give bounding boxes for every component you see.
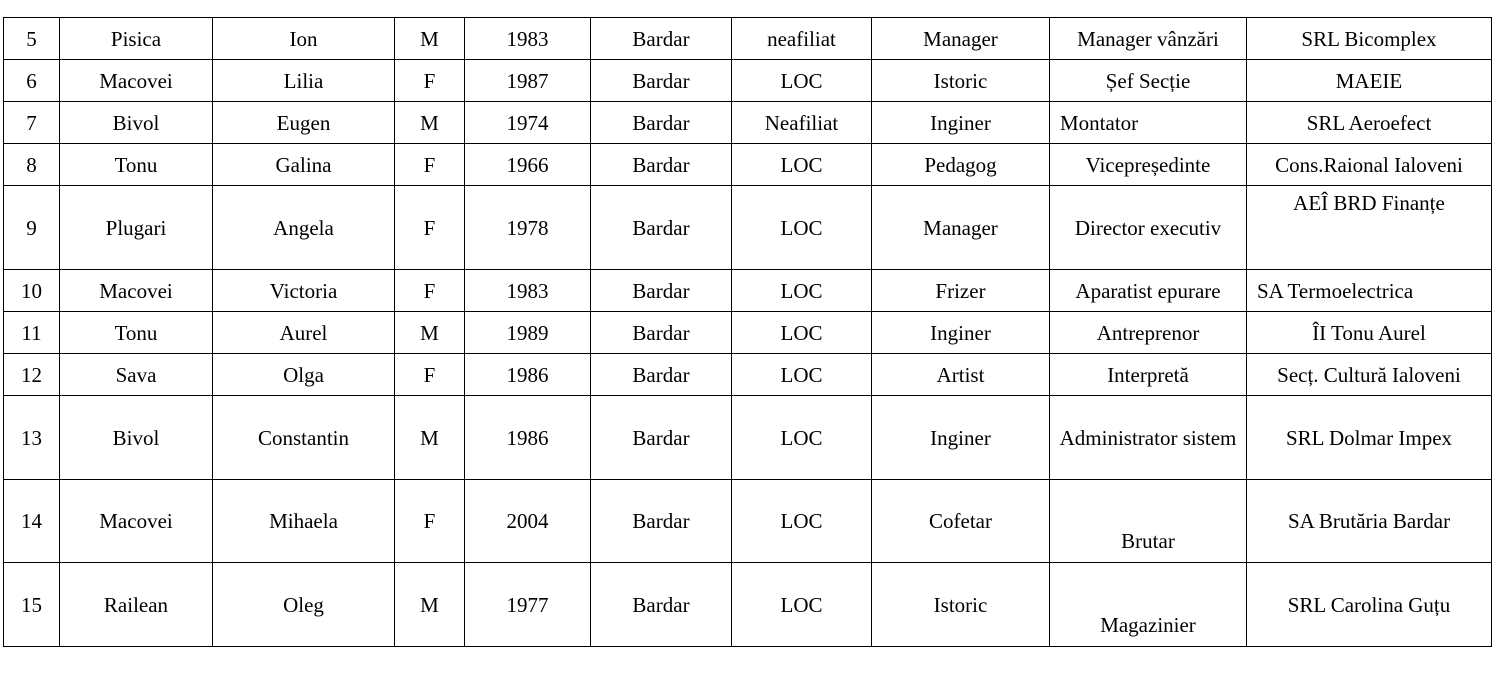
- cell-loc-munca: AEÎ BRD Finanțe: [1247, 186, 1492, 270]
- cell-an: 1986: [465, 354, 591, 396]
- cell-prenume: Ion: [213, 18, 395, 60]
- cell-partid: LOC: [732, 60, 872, 102]
- cell-partid: Neafiliat: [732, 102, 872, 144]
- cell-localitate: Bardar: [591, 312, 732, 354]
- cell-profesie: Artist: [872, 354, 1050, 396]
- cell-prenume: Eugen: [213, 102, 395, 144]
- table-row: [4, 563, 1492, 647]
- candidate-table: [3, 17, 1492, 647]
- cell-an: 1966: [465, 144, 591, 186]
- cell-an: 1986: [465, 396, 591, 480]
- cell-loc-munca: MAEIE: [1247, 60, 1492, 102]
- cell-localitate: Bardar: [591, 102, 732, 144]
- cell-sex: F: [395, 480, 465, 563]
- cell-partid: LOC: [732, 312, 872, 354]
- table-row: [4, 312, 1492, 354]
- cell-nr: 11: [4, 312, 60, 354]
- cell-nr: 7: [4, 102, 60, 144]
- table-row: [4, 60, 1492, 102]
- cell-an: 1987: [465, 60, 591, 102]
- table-row: [4, 270, 1492, 312]
- cell-partid: LOC: [732, 563, 872, 647]
- cell-profesie: Manager: [872, 186, 1050, 270]
- cell-loc-munca: SRL Dolmar Impex: [1247, 396, 1492, 480]
- cell-an: 1974: [465, 102, 591, 144]
- cell-prenume: Angela: [213, 186, 395, 270]
- cell-profesie: Istoric: [872, 563, 1050, 647]
- cell-sex: M: [395, 312, 465, 354]
- cell-nr: 8: [4, 144, 60, 186]
- cell-nume: Pisica: [60, 18, 213, 60]
- cell-loc-munca: Secț. Cultură Ialoveni: [1247, 354, 1492, 396]
- cell-prenume: Constantin: [213, 396, 395, 480]
- cell-nr: 15: [4, 563, 60, 647]
- cell-loc-munca: SA Brutăria Bardar: [1247, 480, 1492, 563]
- cell-functie: Director executiv: [1050, 186, 1247, 270]
- cell-localitate: Bardar: [591, 563, 732, 647]
- cell-prenume: Aurel: [213, 312, 395, 354]
- cell-loc-munca: SRL Aeroefect: [1247, 102, 1492, 144]
- cell-nume: Bivol: [60, 102, 213, 144]
- cell-profesie: Inginer: [872, 396, 1050, 480]
- cell-sex: F: [395, 144, 465, 186]
- cell-partid: LOC: [732, 144, 872, 186]
- cell-profesie: Cofetar: [872, 480, 1050, 563]
- cell-an: 1978: [465, 186, 591, 270]
- cell-functie: Vicepreședinte: [1050, 144, 1247, 186]
- cell-prenume: Lilia: [213, 60, 395, 102]
- cell-localitate: Bardar: [591, 270, 732, 312]
- cell-nr: 13: [4, 396, 60, 480]
- cell-an: 1983: [465, 18, 591, 60]
- cell-partid: LOC: [732, 186, 872, 270]
- cell-functie: Brutar: [1050, 480, 1247, 563]
- cell-profesie: Frizer: [872, 270, 1050, 312]
- cell-partid: LOC: [732, 354, 872, 396]
- cell-functie: Interpretă: [1050, 354, 1247, 396]
- cell-profesie: Inginer: [872, 102, 1050, 144]
- cell-loc-munca: ÎI Tonu Aurel: [1247, 312, 1492, 354]
- table-row: [4, 354, 1492, 396]
- cell-sex: M: [395, 102, 465, 144]
- cell-loc-munca: SRL Carolina Guțu: [1247, 563, 1492, 647]
- cell-prenume: Oleg: [213, 563, 395, 647]
- cell-loc-munca: SRL Bicomplex: [1247, 18, 1492, 60]
- cell-functie: Magazinier: [1050, 563, 1247, 647]
- table-row: [4, 396, 1492, 480]
- cell-sex: M: [395, 563, 465, 647]
- cell-localitate: Bardar: [591, 18, 732, 60]
- cell-functie: Șef Secție: [1050, 60, 1247, 102]
- table-row: [4, 144, 1492, 186]
- table-row: [4, 102, 1492, 144]
- cell-functie: Montator: [1050, 102, 1247, 144]
- cell-sex: M: [395, 18, 465, 60]
- cell-nr: 5: [4, 18, 60, 60]
- cell-nr: 12: [4, 354, 60, 396]
- cell-profesie: Istoric: [872, 60, 1050, 102]
- cell-nume: Macovei: [60, 480, 213, 563]
- cell-loc-munca: SA Termoelectrica: [1247, 270, 1492, 312]
- cell-localitate: Bardar: [591, 396, 732, 480]
- cell-loc-munca: Cons.Raional Ialoveni: [1247, 144, 1492, 186]
- cell-an: 1989: [465, 312, 591, 354]
- cell-nume: Plugari: [60, 186, 213, 270]
- cell-prenume: Victoria: [213, 270, 395, 312]
- cell-nume: Macovei: [60, 270, 213, 312]
- cell-profesie: Manager: [872, 18, 1050, 60]
- cell-nr: 9: [4, 186, 60, 270]
- cell-profesie: Inginer: [872, 312, 1050, 354]
- cell-sex: M: [395, 396, 465, 480]
- cell-sex: F: [395, 270, 465, 312]
- table-row: [4, 480, 1492, 563]
- cell-localitate: Bardar: [591, 480, 732, 563]
- cell-profesie: Pedagog: [872, 144, 1050, 186]
- cell-partid: LOC: [732, 396, 872, 480]
- cell-localitate: Bardar: [591, 186, 732, 270]
- cell-nume: Railean: [60, 563, 213, 647]
- cell-localitate: Bardar: [591, 144, 732, 186]
- cell-nr: 10: [4, 270, 60, 312]
- cell-localitate: Bardar: [591, 60, 732, 102]
- cell-localitate: Bardar: [591, 354, 732, 396]
- table-row: [4, 186, 1492, 270]
- cell-nume: Bivol: [60, 396, 213, 480]
- cell-an: 2004: [465, 480, 591, 563]
- cell-sex: F: [395, 186, 465, 270]
- cell-nume: Macovei: [60, 60, 213, 102]
- table-row: [4, 18, 1492, 60]
- cell-prenume: Galina: [213, 144, 395, 186]
- cell-an: 1983: [465, 270, 591, 312]
- cell-functie: Aparatist epurare: [1050, 270, 1247, 312]
- cell-partid: LOC: [732, 480, 872, 563]
- cell-partid: LOC: [732, 270, 872, 312]
- cell-functie: Administrator sistem: [1050, 396, 1247, 480]
- cell-sex: F: [395, 354, 465, 396]
- cell-partid: neafiliat: [732, 18, 872, 60]
- cell-nume: Sava: [60, 354, 213, 396]
- cell-nume: Tonu: [60, 144, 213, 186]
- cell-nr: 14: [4, 480, 60, 563]
- cell-nr: 6: [4, 60, 60, 102]
- cell-sex: F: [395, 60, 465, 102]
- cell-an: 1977: [465, 563, 591, 647]
- cell-nume: Tonu: [60, 312, 213, 354]
- cell-prenume: Olga: [213, 354, 395, 396]
- cell-prenume: Mihaela: [213, 480, 395, 563]
- cell-functie: Manager vânzări: [1050, 18, 1247, 60]
- cell-functie: Antreprenor: [1050, 312, 1247, 354]
